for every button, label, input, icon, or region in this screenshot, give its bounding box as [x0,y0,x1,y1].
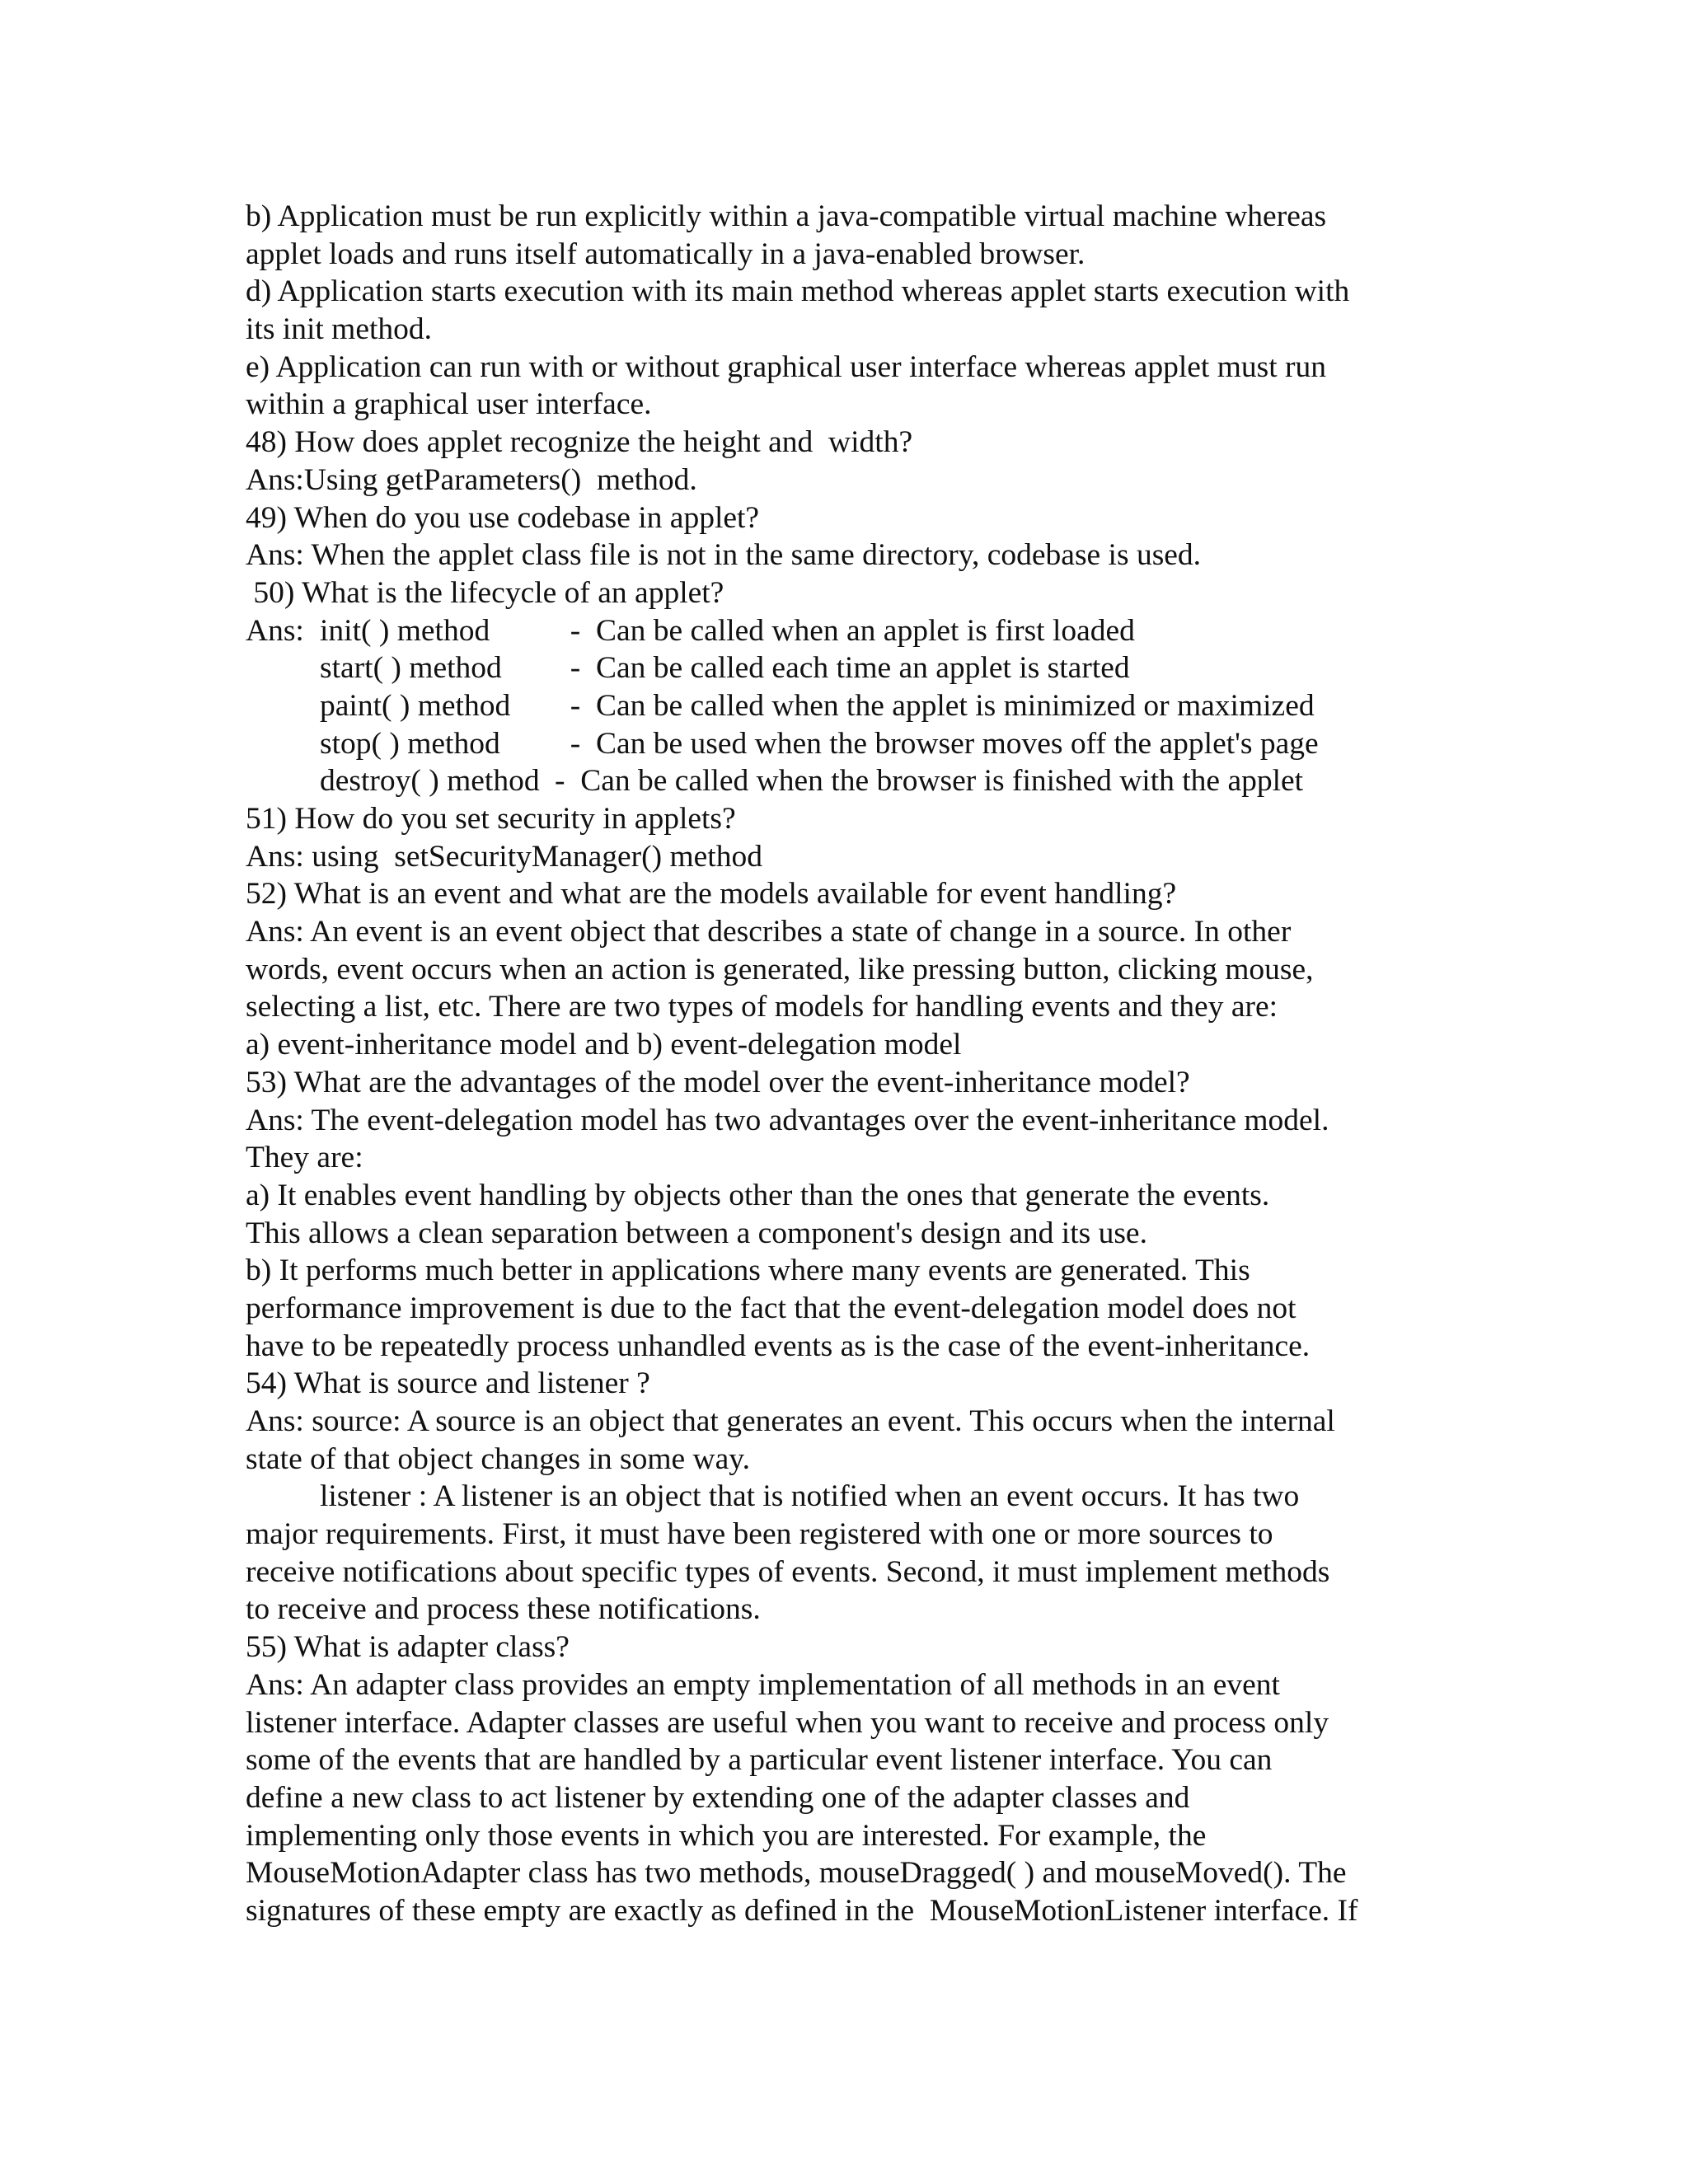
document-body [246,198,1465,1930]
text-line: signatures of these empty are exactly as defined in the MouseMotionListener interface. If [246,1893,1358,1928]
answer-51: Ans: using setSecurityManager() method [246,839,762,874]
lifecycle-method: init( ) method [320,613,490,648]
question-52: 52) What is an event and what are the models available for event handling? [246,877,1177,912]
question-53: 53) What are the advantages of the model over the event-inheritance model? [246,1065,1190,1099]
text-line: have to be repeatedly process unhandled events as is the case of the event-inheritance. [246,1329,1311,1363]
question-55: 55) What is adapter class? [246,1630,570,1665]
answer-49: Ans: When the applet class file is not in the same directory, codebase is used. [246,538,1202,573]
lifecycle-desc: - Can be called when an applet is first loaded [555,613,1135,648]
text-line: some of the events that are handled by a particular event listener interface. You can [246,1743,1273,1778]
text-line: e) Application can run with or without graphical user interface whereas applet must run [246,349,1327,384]
question-54: 54) What is source and listener ? [246,1366,650,1401]
lifecycle-desc: - Can be called when the applet is minimized or maximized [555,688,1315,723]
question-49: 49) When do you use codebase in applet? [246,500,760,535]
text-line: They are: [246,1141,363,1175]
text-line: applet loads and runs itself automatically in a java-enabled browser. [246,237,1085,271]
lifecycle-desc: - Can be used when the browser moves off the applet's page [555,726,1319,761]
lifecycle-method: stop( ) method [320,726,500,761]
text-line: major requirements. First, it must have been registered with one or more sources to [246,1517,1273,1552]
text-line: receive notifications about specific types of events. Second, it must implement methods [246,1554,1330,1589]
text-line: b) It performs much better in applications where many events are generated. This [246,1254,1250,1288]
lifecycle-prefix [246,649,320,687]
lifecycle-row-paint [246,687,1465,725]
text-line: Ans: The event-delegation model has two advantages over the event-inheritance model. [246,1103,1329,1137]
text-line: its init method. [246,312,433,347]
text-line: within a graphical user interface. [246,387,652,422]
lifecycle-prefix [246,725,320,763]
text-line: MouseMotionAdapter class has two methods, mouseDragged( ) and mouseMoved(). The [246,1856,1347,1891]
text-line: define a new class to act listener by extending one of the adapter classes and [246,1780,1190,1815]
lifecycle-row-start [246,649,1465,687]
text-line: performance improvement is due to the fact that the event-delegation model does not [246,1291,1296,1325]
text-line: Ans: An event is an event object that describes a state of change in a source. In other [246,915,1292,949]
answer-48: Ans:Using getParameters() method. [246,462,697,497]
text-line: implementing only those events in which you are interested. For example, the [246,1818,1207,1853]
lifecycle-desc: - Can be called when the browser is finished with the applet [555,764,1304,799]
text-line: d) Application starts execution with its main method whereas applet starts execution with [246,274,1350,309]
lifecycle-prefix: Ans: [246,613,304,648]
question-48: 48) How does applet recognize the height and width? [246,425,913,460]
text-line: listener interface. Adapter classes are useful when you want to receive and process only [246,1705,1329,1740]
text-line: to receive and process these notifications. [246,1592,761,1627]
lifecycle-prefix [246,687,320,725]
text-line: selecting a list, etc. There are two types of models for handling events and they are: [246,990,1278,1024]
text-line: state of that object changes in some way. [246,1441,750,1476]
lifecycle-row-init [246,612,1465,650]
listener-definition-line: listener : A listener is an object that is notified when an event occurs. It has two [320,1479,1300,1514]
text-line: a) event-inheritance model and b) event-delegation model [246,1028,962,1062]
lifecycle-method: paint( ) method [320,688,511,723]
question-51: 51) How do you set security in applets? [246,802,736,836]
question-50: 50) What is the lifecycle of an applet? [246,575,724,610]
lifecycle-method: destroy( ) method [320,764,540,799]
lifecycle-row-stop [246,725,1465,763]
text-line: Ans: source: A source is an object that generates an event. This occurs when the internal [246,1404,1335,1438]
lifecycle-prefix [246,762,320,800]
text-line: words, event occurs when an action is generated, like pressing button, clicking mouse, [246,952,1314,987]
text-line: a) It enables event handling by objects other than the ones that generate the events. [246,1178,1270,1212]
lifecycle-desc: - Can be called each time an applet is started [555,651,1130,686]
lifecycle-row-destroy [246,762,1465,800]
text-line: b) Application must be run explicitly within a java-compatible virtual machine whereas [246,199,1327,233]
lifecycle-method: start( ) method [320,651,502,686]
text-line: This allows a clean separation between a component's design and its use. [246,1216,1147,1250]
text-line: Ans: An adapter class provides an empty implementation of all methods in an event [246,1667,1280,1702]
